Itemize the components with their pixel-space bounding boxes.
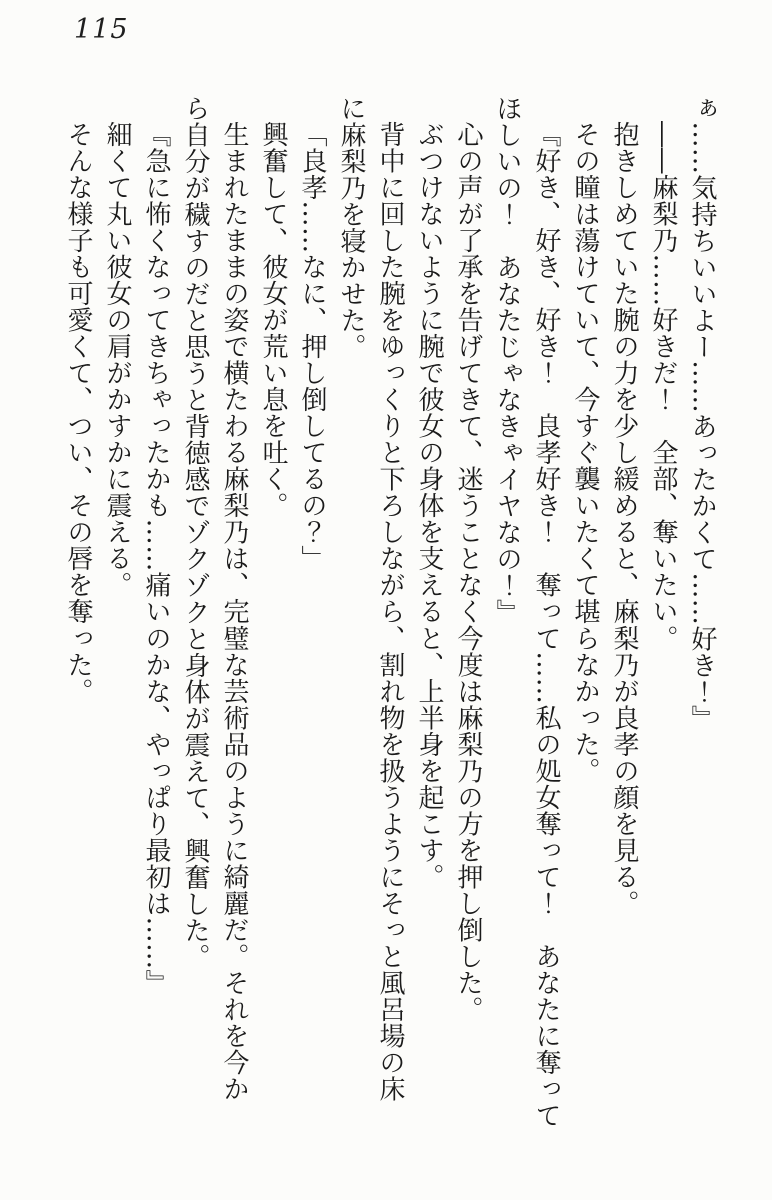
body-text (56, 95, 721, 1140)
text-line: その瞳は蕩けていて、今すぐ襲いたくて堪らなかった。 (570, 121, 600, 784)
text-line: 『急に怖くなってきちゃったかも……痛いのかな、やっぱり最初は……』 (141, 121, 171, 997)
text-line: ほしいの！ あなたじゃなきゃイヤなの！』 (492, 95, 522, 626)
text-line: 背中に回した腕をゆっくりと下ろしながら、割れ物を扱うようにそっと風呂場の床 (375, 121, 405, 1103)
text-line: 『好き、好き、好き！ 良孝好き！ 奪って……私の処女奪って！ あなたに奪って (531, 121, 561, 1129)
text-line: ぁ……気持ちいいよー……あったかくて……好き！』 (687, 95, 717, 732)
text-line: 細くて丸い彼女の肩がかすかに震える。 (102, 121, 132, 599)
page-number: 115 (74, 14, 129, 45)
text-line: に麻梨乃を寝かせた。 (336, 95, 366, 361)
text-line: 興奮して、彼女が荒い息を吐く。 (258, 121, 288, 519)
text-line: 「良孝……なに、押し倒してるの？」 (297, 121, 327, 572)
text-line: 抱きしめていた腕の力を少し緩めると、麻梨乃が良孝の顔を見る。 (609, 121, 639, 917)
text-line: ら自分が穢すのだと思うと背徳感でゾクゾクと身体が震えて、興奮した。 (180, 95, 210, 971)
text-line: ぶつけないように腕で彼女の身体を支えると、上半身を起こす。 (414, 121, 444, 891)
text-line: 心の声が了承を告げてきて、迷うことなく今度は麻梨乃の方を押し倒した。 (453, 121, 483, 1023)
text-line: 生まれたままの姿で横たわる麻梨乃は、完璧な芸術品のように綺麗だ。それを今か (219, 121, 249, 1103)
text-line: ――麻梨乃……好きだ！ 全部、奪いたい。 (648, 121, 678, 652)
text-line: そんな様子も可愛くて、つい、その唇を奪った。 (63, 121, 93, 705)
